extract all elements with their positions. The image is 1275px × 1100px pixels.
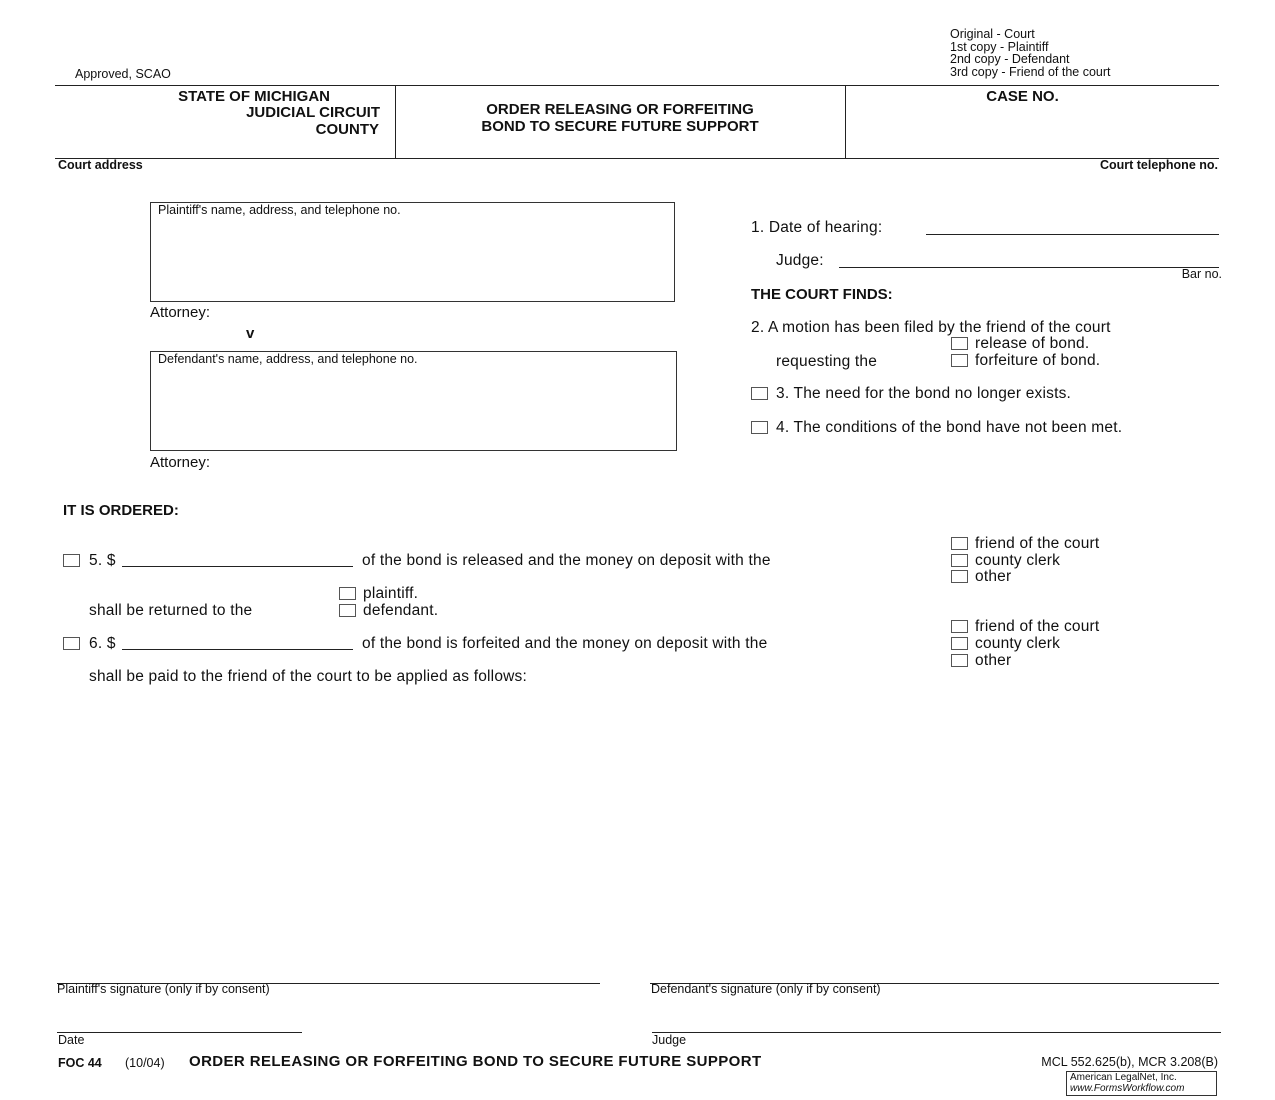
header-divider-left <box>395 85 396 158</box>
order-5-checkbox[interactable] <box>63 554 80 567</box>
order-5-friend-label: friend of the court <box>975 535 1100 552</box>
requesting-label: requesting the <box>776 353 878 370</box>
plaintiff-info-box[interactable] <box>150 202 675 302</box>
vendor-stamp <box>1066 1071 1217 1096</box>
vendor-name: American LegalNet, Inc. <box>1070 1072 1177 1083</box>
order-6-clerk-label: county clerk <box>975 635 1061 652</box>
order-5-clerk-checkbox[interactable] <box>951 554 968 567</box>
case-no-field[interactable] <box>880 110 1180 150</box>
form-id: FOC 44 <box>58 1056 102 1070</box>
order-6-text: of the bond is forfeited and the money on deposit with the <box>362 635 768 652</box>
versus-label: v <box>246 325 255 342</box>
order-6-other-label: other <box>975 652 1012 669</box>
returned-plaintiff-label: plaintiff. <box>363 585 419 602</box>
order-6-amount-field[interactable] <box>122 649 353 650</box>
copy-line: 2nd copy - Defendant <box>950 52 1070 66</box>
state-label: STATE OF MICHIGAN <box>178 88 330 105</box>
vendor-url: www.FormsWorkflow.com <box>1070 1082 1185 1094</box>
order-6-other-checkbox[interactable] <box>951 654 968 667</box>
order-5-other-checkbox[interactable] <box>951 570 968 583</box>
order-5-number: 5. $ <box>89 552 116 569</box>
release-of-bond-checkbox[interactable] <box>951 337 968 350</box>
header-divider-right <box>845 85 846 158</box>
order-6-checkbox[interactable] <box>63 637 80 650</box>
form-title-line2: BOND TO SECURE FUTURE SUPPORT <box>481 118 759 135</box>
order-6-clerk-checkbox[interactable] <box>951 637 968 650</box>
release-of-bond-label: release of bond. <box>975 335 1090 352</box>
court-address-label: Court address <box>58 158 143 172</box>
finding-4-text: 4. The conditions of the bond have not been met. <box>776 419 1123 436</box>
order-6-friend-label: friend of the court <box>975 618 1100 635</box>
court-telephone-label: Court telephone no. <box>1099 158 1218 172</box>
judge-signature-line[interactable] <box>652 1032 1221 1033</box>
case-no-label: CASE NO. <box>986 88 1059 105</box>
date-line[interactable] <box>57 1032 302 1033</box>
application-details-area[interactable] <box>89 690 1219 960</box>
order-5-friend-checkbox[interactable] <box>951 537 968 550</box>
date-of-hearing-field[interactable] <box>926 234 1219 235</box>
approved-label: Approved, SCAO <box>75 67 171 81</box>
finding-3-checkbox[interactable] <box>751 387 768 400</box>
judge-label: Judge: <box>776 252 824 269</box>
defendant-signature-label: Defendant's signature (only if by consent) <box>651 982 881 996</box>
bar-no-label: Bar no. <box>1181 267 1222 281</box>
returned-plaintiff-checkbox[interactable] <box>339 587 356 600</box>
defendant-attorney-label: Attorney: <box>150 454 211 471</box>
finding-3-text: 3. The need for the bond no longer exists. <box>776 385 1072 402</box>
header-top-rule <box>55 85 1219 86</box>
footer-title: ORDER RELEASING OR FORFEITING BOND TO SECURE FUTURE SUPPORT <box>189 1053 762 1070</box>
circuit-label: JUDICIAL CIRCUIT <box>246 104 380 121</box>
forfeiture-of-bond-label: forfeiture of bond. <box>975 352 1101 369</box>
copy-line: Original - Court <box>950 27 1035 41</box>
plaintiff-box-label: Plaintiff's name, address, and telephone no. <box>158 203 401 217</box>
footer-citation: MCL 552.625(b), MCR 3.208(B) <box>1041 1055 1218 1069</box>
forfeiture-of-bond-checkbox[interactable] <box>951 354 968 367</box>
returned-defendant-checkbox[interactable] <box>339 604 356 617</box>
finding-4-checkbox[interactable] <box>751 421 768 434</box>
copy-distribution <box>950 28 1111 78</box>
order-6-number: 6. $ <box>89 635 116 652</box>
copy-line: 3rd copy - Friend of the court <box>950 64 1111 79</box>
date-of-hearing-label: 1. Date of hearing: <box>751 219 883 236</box>
form-revision: (10/04) <box>125 1056 165 1070</box>
county-label: COUNTY <box>315 121 379 138</box>
order-5-other-label: other <box>975 568 1012 585</box>
court-finds-heading: THE COURT FINDS: <box>751 286 893 303</box>
copy-line: 1st copy - Plaintiff <box>950 39 1049 54</box>
order-5-clerk-label: county clerk <box>975 552 1061 569</box>
it-is-ordered-heading: IT IS ORDERED: <box>63 502 179 519</box>
form-title-line1: ORDER RELEASING OR FORFEITING <box>486 101 754 118</box>
date-label: Date <box>58 1033 85 1047</box>
plaintiff-signature-label: Plaintiff's signature (only if by consent) <box>57 982 270 996</box>
defendant-box-label: Defendant's name, address, and telephone no. <box>158 352 418 366</box>
order-6-paid-to-text: shall be paid to the friend of the court to be applied as follows: <box>89 668 527 685</box>
finding-2-text: 2. A motion has been filed by the friend of the court <box>751 319 1111 336</box>
plaintiff-attorney-label: Attorney: <box>150 304 211 321</box>
returned-defendant-label: defendant. <box>363 602 439 619</box>
order-5-text: of the bond is released and the money on deposit with the <box>362 552 771 569</box>
defendant-info-box[interactable] <box>150 351 677 451</box>
order-6-friend-checkbox[interactable] <box>951 620 968 633</box>
returned-to-label: shall be returned to the <box>89 602 253 619</box>
order-5-amount-field[interactable] <box>122 566 353 567</box>
judge-signature-label: Judge <box>652 1033 687 1047</box>
